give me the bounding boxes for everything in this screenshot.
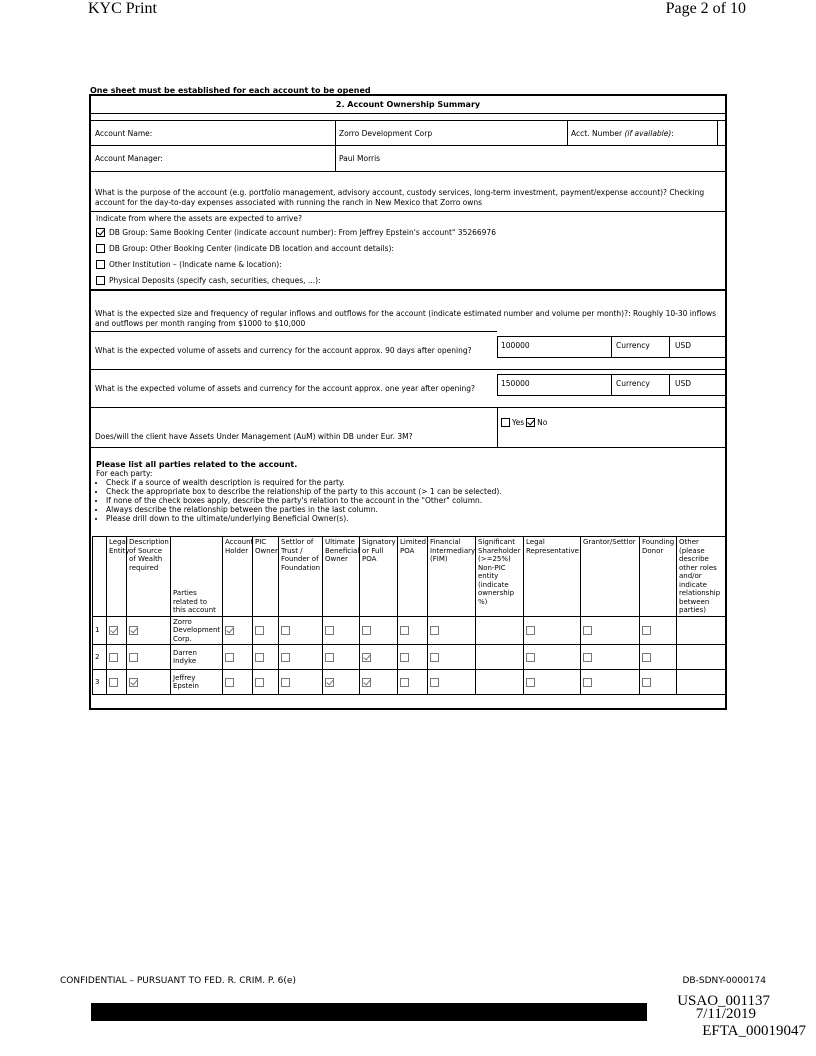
checkbox-icon[interactable] [325,653,334,662]
confidential-notice: CONFIDENTIAL – PURSUANT TO FED. R. CRIM. P. 6(e) [60,976,296,986]
cell-limited-poa [398,616,428,645]
cell-sow [127,616,171,645]
aum-no-checkbox[interactable] [526,418,535,427]
cell-legal-entity [107,670,127,695]
checkbox-icon[interactable] [96,228,105,237]
checkbox-icon[interactable] [96,260,105,269]
checkbox-icon[interactable] [642,626,651,635]
origin-option-label: DB Group: Same Booking Center (indicate account number): From Jeffrey Epstein's account" 35266976 [109,228,496,237]
currency-label: Currency [616,379,650,388]
checkbox-icon[interactable] [96,244,105,253]
cell-grantor [581,670,640,695]
aum-row [91,408,725,448]
checkbox-icon[interactable] [109,678,118,687]
column-header: Other (please describe other roles and/or indicate relationship between parties) [677,537,726,617]
checkbox-icon[interactable] [225,678,234,687]
parties-bullet-list [96,478,502,523]
cell-signatory [360,645,398,670]
frequency-text: What is the expected size and frequency of regular inflows and outflows for the account (indicate estimated number and volume per month)?: Roughly 10-30 inflows and outflows per month ranging from $1000 to $10,000 [95,309,716,328]
cell-legal-rep [524,645,581,670]
account-name-label: Account Name: [95,128,153,138]
table-row [93,616,726,645]
account-manager-row [91,146,725,172]
cell-grantor [581,616,640,645]
volume-90-question: What is the expected volume of assets and currency for the account approx. 90 days after opening? [95,346,472,355]
checkbox-icon[interactable] [255,678,264,687]
table-row [93,645,726,670]
party-name: Zorro Development Corp. [171,616,223,645]
column-header: Limited POA [398,537,428,617]
checkbox-icon[interactable] [129,626,138,635]
cell-account-holder [223,645,253,670]
cell-fim [428,670,476,695]
cell-sow [127,645,171,670]
checkbox-icon[interactable] [129,678,138,687]
checkbox-icon[interactable] [400,678,409,687]
currency-value: USD [675,341,692,350]
checkbox-icon[interactable] [281,626,290,635]
list-item: • Please drill down to the ultimate/underlying Beneficial Owner(s). [106,514,502,523]
aum-no-label: No [537,418,548,427]
empty-cell [677,616,726,645]
cell-donor [640,616,677,645]
frequency-row [91,290,725,332]
checkbox-icon[interactable] [281,653,290,662]
checkbox-icon[interactable] [109,653,118,662]
list-item: • If none of the check boxes apply, describe the party's relation to the account in the "Other" column. [106,496,502,505]
checkbox-icon[interactable] [362,678,371,687]
acct-number-colon: : [671,128,674,138]
parties-table [92,536,726,695]
column-header: Account Holder [223,537,253,617]
origin-question: Indicate from where the assets are expected to arrive? [96,214,302,223]
checkbox-icon[interactable] [430,626,439,635]
cell-ubo [323,616,360,645]
origin-option-other-center [96,244,394,253]
aum-yes-label: Yes [512,418,525,427]
account-manager-label: Account Manager: [95,154,163,163]
checkbox-icon[interactable] [526,626,535,635]
parties-title: Please list all parties related to the account. [96,460,298,469]
acct-number-hint: (if available) [624,128,672,138]
cell-ubo [323,645,360,670]
origin-option-label: Other Institution – (Indicate name & location): [109,260,282,269]
cell-donor [640,645,677,670]
volume-90-amount: 100000 [501,341,530,350]
volume-1y-question: What is the expected volume of assets and currency for the account approx. one year after opening? [95,384,476,393]
row-number: 2 [93,645,107,670]
column-header: Parties related to this account [171,537,223,617]
currency-label: Currency [616,341,650,350]
checkbox-icon[interactable] [129,653,138,662]
cell-settlor [279,645,323,670]
checkbox-icon[interactable] [400,626,409,635]
checkbox-icon[interactable] [362,653,371,662]
column-header: Grantor/Settlor [581,537,640,617]
cell-pic-owner [253,670,279,695]
volume-1y-amount: 150000 [501,379,530,388]
cell-sow [127,670,171,695]
efta-number: EFTA_00019047 [702,1023,806,1039]
party-name: Jeffrey Epstein [171,670,223,695]
empty-cell [476,670,524,695]
origin-option-other-institution [96,260,282,269]
checkbox-icon[interactable] [526,678,535,687]
form-title: 2. Account Ownership Summary [335,100,481,109]
checkbox-icon[interactable] [325,626,334,635]
parties-table-body [93,616,726,695]
volume-1-year-row [91,370,725,408]
row-number: 1 [93,616,107,645]
page-number: Page 2 of 10 [665,0,746,17]
acct-number-label [567,121,717,145]
usao-date: 7/11/2019 [695,1006,756,1022]
column-header: Significant Shareholder (>=25%) Non-PIC entity (indicate ownership %) [476,537,524,617]
column-header: Settlor of Trust / Founder of Foundation [279,537,323,617]
parties-instructions [96,460,502,523]
column-header: Founding Donor [640,537,677,617]
list-item: • Always describe the relationship between the parties in the last column. [106,505,502,514]
column-header: Description of Source of Wealth required [127,537,171,617]
checkbox-icon[interactable] [281,678,290,687]
checkbox-icon[interactable] [583,678,592,687]
checkbox-icon[interactable] [430,678,439,687]
column-header: Financial Intermediary (FIM) [428,537,476,617]
account-manager-value: Paul Morris [339,154,381,163]
column-header: Legal Representative [524,537,581,617]
table-header-row [93,537,726,617]
cell-signatory [360,616,398,645]
cell-settlor [279,670,323,695]
checkbox-icon[interactable] [583,653,592,662]
cell-ubo [323,670,360,695]
checkbox-icon[interactable] [362,626,371,635]
checkbox-icon[interactable] [325,678,334,687]
asset-origin-block [91,212,725,290]
origin-option-same-center [96,228,496,237]
header-title: KYC Print [88,0,157,17]
checkbox-icon[interactable] [642,678,651,687]
column-header: Legal Entity [107,537,127,617]
origin-option-physical [96,276,321,285]
aum-answer [501,418,547,427]
cell-pic-owner [253,645,279,670]
empty-cell [677,645,726,670]
cell-settlor [279,616,323,645]
checkbox-icon[interactable] [225,653,234,662]
account-ownership-form [89,94,727,710]
cell-legal-entity [107,616,127,645]
cell-limited-poa [398,670,428,695]
purpose-text: What is the purpose of the account (e.g. portfolio management, advisory account, custody services, long-term investment, payment/expense account)? Checking account for the day-to-day expenses associated with running the ranch in New Mexico that Zorro owns [95,188,705,207]
checkbox-icon[interactable] [255,653,264,662]
origin-option-label: DB Group: Other Booking Center (indicate DB location and account details): [109,244,394,253]
checkbox-icon[interactable] [642,653,651,662]
list-item: • Check if a source of wealth description is required for the party. [106,478,502,487]
account-name-value: Zorro Development Corp [339,128,433,138]
checkbox-icon[interactable] [430,653,439,662]
account-name-row [91,120,725,146]
column-header: Signatory or Full POA [360,537,398,617]
currency-value: USD [675,379,692,388]
acct-number-label-text: Acct. Number [571,128,623,138]
cell-signatory [360,670,398,695]
cell-legal-entity [107,645,127,670]
cell-fim [428,616,476,645]
column-header-number [93,537,107,617]
checkbox-icon[interactable] [400,653,409,662]
cell-account-holder [223,616,253,645]
empty-cell [476,616,524,645]
cell-limited-poa [398,645,428,670]
usao-stamp: USAO_001137 [677,993,770,1009]
column-header: Ultimate Beneficial Owner [323,537,360,617]
party-name: Darren Indyke [171,645,223,670]
column-header: PIC Owner [253,537,279,617]
aum-question: Does/will the client have Assets Under Management (AuM) within DB under Eur. 3M? [95,432,413,441]
checkbox-icon[interactable] [225,626,234,635]
list-item: • Check the appropriate box to describe the relationship of the party to this account (> 1 can be selected). [106,487,502,496]
checkbox-icon[interactable] [109,626,118,635]
sheet-note: One sheet must be established for each account to be opened [90,86,371,95]
bates-number: DB-SDNY-0000174 [682,976,766,986]
checkbox-icon[interactable] [526,653,535,662]
purpose-row [91,172,725,212]
aum-yes-checkbox[interactable] [501,418,510,427]
checkbox-icon[interactable] [583,626,592,635]
checkbox-icon[interactable] [255,626,264,635]
checkbox-icon[interactable] [96,276,105,285]
cell-grantor [581,645,640,670]
cell-fim [428,645,476,670]
form-title-row [91,96,725,114]
parties-for-each: For each party: [96,469,153,478]
cell-donor [640,670,677,695]
cell-legal-rep [524,670,581,695]
cell-account-holder [223,670,253,695]
cell-legal-rep [524,616,581,645]
origin-option-label: Physical Deposits (specify cash, securities, cheques, ...): [109,276,321,285]
cell-pic-owner [253,616,279,645]
row-number: 3 [93,670,107,695]
redaction-bar [91,1003,647,1021]
table-row [93,670,726,695]
volume-90-days-row [91,332,725,370]
empty-cell [476,645,524,670]
empty-cell [677,670,726,695]
